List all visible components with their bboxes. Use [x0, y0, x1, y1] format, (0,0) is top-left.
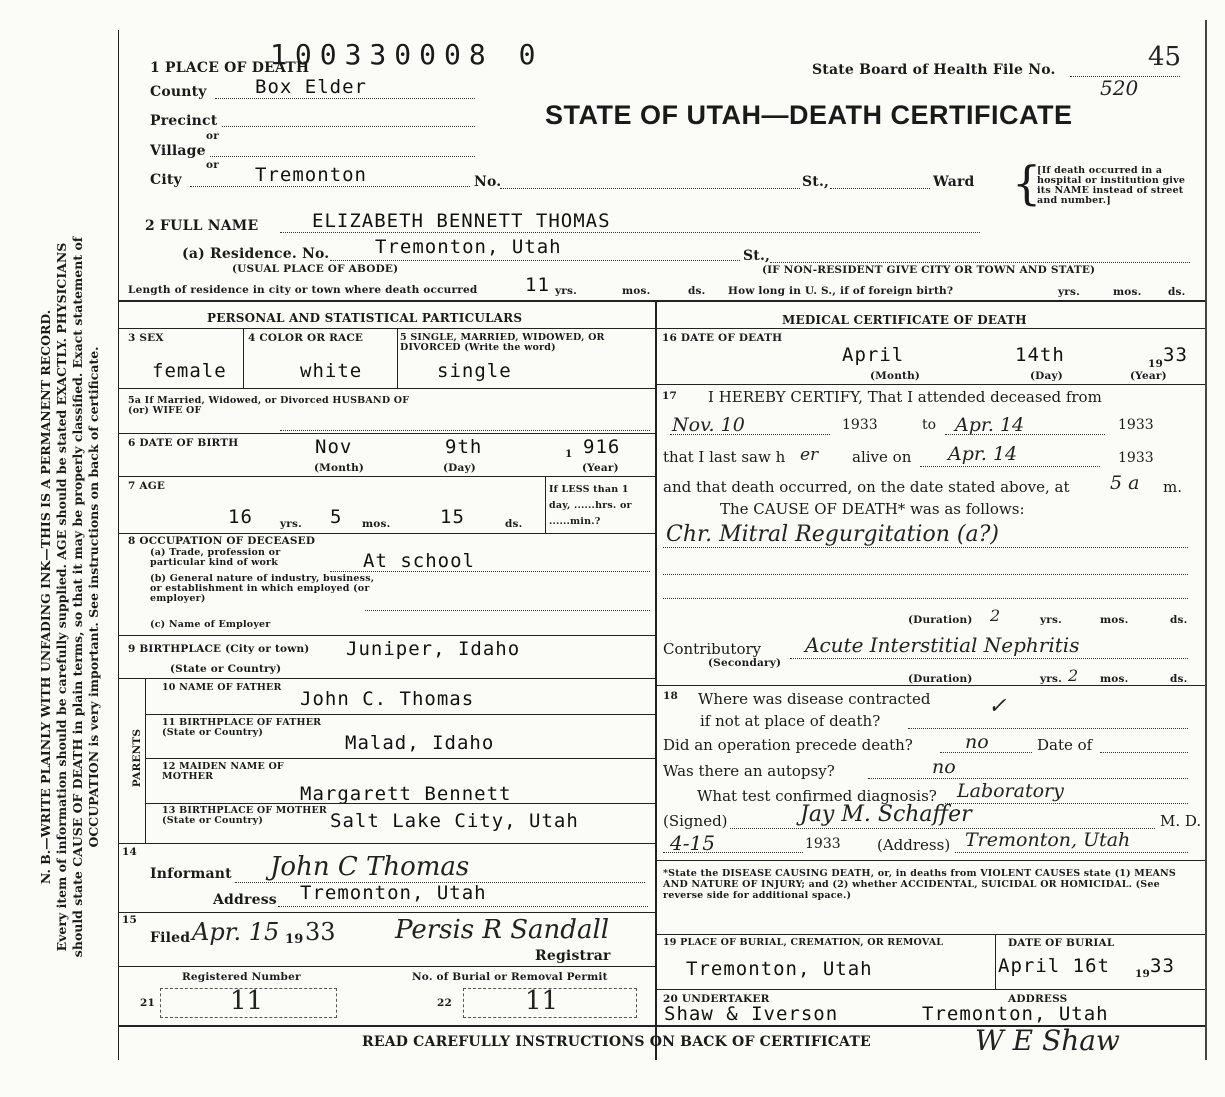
to-label: to — [922, 417, 937, 433]
birthplace-label: 9 BIRTHPLACE (City or town) — [128, 643, 310, 655]
signed-date: 4-15 — [670, 831, 715, 855]
attended-from-year: 1933 — [842, 417, 878, 433]
dob-month-caption: (Month) — [314, 462, 365, 474]
personal-section-header: PERSONAL AND STATISTICAL PARTICULARS — [207, 311, 523, 325]
contributory-label: Contributory — [663, 640, 762, 658]
birthplace-value: Juniper, Idaho — [346, 638, 521, 660]
attended-to-year: 1933 — [1118, 417, 1154, 433]
dod-year-caption: (Year) — [1130, 370, 1167, 382]
sex-divider — [243, 328, 244, 388]
row-line-6 — [118, 678, 655, 679]
residence-st-line — [770, 262, 1190, 263]
burial-date-divider — [995, 934, 996, 989]
physician-signature: Jay M. Schaffer — [800, 802, 972, 827]
center-divider — [655, 300, 657, 1060]
county-label: County — [150, 84, 207, 100]
city-value: Tremonton — [255, 164, 367, 186]
undertaker-address-value: Tremonton, Utah — [922, 1003, 1109, 1025]
operation-value: no — [965, 731, 989, 753]
where-line — [908, 728, 1188, 729]
date-of-label: Date of — [1037, 736, 1093, 754]
duration-2-ds-label: ds. — [1170, 673, 1188, 685]
spouse-label: 5a If Married, Widowed, or Divorced HUSBAND OF (or) WIFE OF — [128, 395, 410, 416]
dob-year-value: 916 — [583, 436, 621, 458]
age-yrs-label: yrs. — [280, 518, 302, 530]
margin-line-3: should state CAUSE OF DEATH in plain terms, so that it may be properly classified. Exact statement of — [70, 236, 85, 958]
informant-no: 14 — [122, 846, 138, 858]
color-value: white — [300, 360, 363, 382]
margin-line-4: OCCUPATION is very important. See instructions on back of certificate. — [86, 346, 101, 848]
less-than-label: If LESS than 1 day, ......hrs. or ......min.? — [549, 484, 632, 527]
residence-label: (a) Residence. No. — [182, 246, 330, 262]
right-edge — [1205, 20, 1207, 1060]
death-occurred-text: and that death occurred, on the date stated above, at — [663, 478, 1070, 496]
row-line-10 — [118, 843, 655, 844]
place-of-death-label: 1 PLACE OF DEATH — [150, 60, 310, 76]
duration-label-2: (Duration) — [908, 673, 973, 685]
undertaker-value: Shaw & Iverson — [664, 1003, 839, 1025]
where-contracted-label: Where was disease contracted — [698, 690, 931, 708]
file-no-handwritten: 520 — [1100, 76, 1139, 100]
ds-label-2: ds. — [1168, 286, 1186, 298]
age-label: 7 AGE — [128, 480, 166, 492]
residence-value: Tremonton, Utah — [375, 236, 562, 258]
file-no: 45 — [1148, 42, 1182, 72]
registered-number-no: 21 — [140, 997, 156, 1009]
burial-rule — [655, 989, 1205, 990]
father-birthplace-value: Malad, Idaho — [345, 732, 495, 754]
secondary-label: (Secondary) — [708, 657, 782, 669]
industry-line — [365, 610, 650, 611]
length-residence-label: Length of residence in city or town where death occurred — [128, 284, 478, 296]
length-years-value: 11 — [525, 274, 550, 296]
mother-label: 12 MAIDEN NAME OF MOTHER — [162, 761, 284, 782]
attended-to-date: Apr. 14 — [955, 414, 1025, 436]
md-label: M. D. — [1160, 812, 1202, 830]
test-confirmed-value: Laboratory — [957, 780, 1064, 802]
age-mos-value: 5 — [330, 506, 343, 528]
grid-top-line — [118, 300, 1205, 302]
where-contracted-mark: ✓ — [988, 694, 1007, 719]
margin-line-2: Every item of information should be carefully supplied. AGE should be stated EXACTLY. PHYSICIANS — [54, 242, 69, 952]
dod-month-caption: (Month) — [870, 370, 921, 382]
marital-label: 5 SINGLE, MARRIED, WIDOWED, OR DIVORCED (Write the word) — [400, 332, 605, 353]
spouse-line — [280, 430, 650, 431]
duration-1-years: 2 — [990, 606, 1001, 625]
duration-2-yrs-label: yrs. — [1040, 673, 1062, 685]
usual-abode-caption: (USUAL PLACE OF ABODE) — [232, 263, 399, 275]
last-saw-pronoun: er — [800, 445, 819, 465]
dob-day-value: 9th — [445, 436, 483, 458]
physician-address: Tremonton, Utah — [965, 829, 1131, 851]
age-mos-label: mos. — [362, 518, 391, 530]
read-instructions-footer: READ CAREFULLY INSTRUCTIONS ON BACK OF CERTIFICATE — [362, 1034, 871, 1050]
village-label: Village — [150, 143, 206, 159]
father-label: 10 NAME OF FATHER — [162, 682, 282, 693]
precinct-line — [222, 126, 475, 127]
row-line-9 — [145, 803, 655, 804]
footnote-rule — [655, 934, 1205, 935]
registered-number-value: 11 — [230, 986, 264, 1016]
alive-on-label: alive on — [852, 448, 912, 466]
parents-divider — [145, 678, 146, 843]
full-name-value: ELIZABETH BENNETT THOMAS — [312, 210, 611, 232]
burial-place-label: 19 PLACE OF BURIAL, CREMATION, OR REMOVAL — [663, 937, 944, 948]
burial-permit-no: 22 — [437, 997, 453, 1009]
dob-label: 6 DATE OF BIRTH — [128, 437, 239, 449]
foreign-birth-label: How long in U. S., if of foreign birth? — [728, 285, 954, 297]
duration-2-months: 2 — [1068, 666, 1079, 685]
filed-date: Apr. 15 — [192, 918, 280, 946]
occupation-label: 8 OCCUPATION OF DECEASED — [128, 535, 316, 547]
registrar-label: Registrar — [535, 948, 611, 964]
alive-date-line — [920, 466, 1100, 467]
dob-month-value: Nov — [315, 436, 353, 458]
sex-value: female — [152, 360, 227, 382]
burial-place-value: Tremonton, Utah — [686, 958, 873, 980]
row-line-5 — [118, 635, 655, 636]
color-divider — [397, 328, 398, 388]
cause-of-death-label: The CAUSE OF DEATH* was as follows: — [720, 500, 1025, 518]
burial-year-value: 33 — [1150, 955, 1175, 977]
contributory-line — [790, 658, 1188, 659]
burial-permit-label: No. of Burial or Removal Permit — [412, 971, 608, 983]
informant-address-value: Tremonton, Utah — [300, 882, 487, 904]
cause-line-2 — [663, 574, 1188, 575]
filed-year-prefix: 19 — [285, 932, 304, 947]
operation-label: Did an operation precede death? — [663, 736, 913, 754]
left-frame-line — [118, 30, 119, 1060]
father-value: John C. Thomas — [300, 688, 475, 710]
undertaker-address-label: ADDRESS — [1008, 993, 1068, 1005]
where-contracted-sub: if not at place of death? — [700, 712, 881, 730]
informant-address-label: Address — [213, 892, 277, 908]
autopsy-value: no — [932, 756, 956, 778]
st-label: St., — [802, 174, 830, 190]
death-time: 5 a — [1110, 472, 1140, 494]
birthplace-sub-label: (State or Country) — [170, 663, 282, 675]
alive-on-date: Apr. 14 — [948, 443, 1018, 465]
dob-year-caption: (Year) — [582, 462, 619, 474]
filed-no: 15 — [122, 914, 138, 926]
filed-label: Filed — [150, 930, 191, 946]
residence-line — [330, 260, 740, 261]
father-birthplace-label: 11 BIRTHPLACE OF FATHER (State or Country) — [162, 717, 322, 738]
row-line-2 — [118, 433, 655, 434]
sex-label: 3 SEX — [128, 332, 164, 344]
margin-line-1: N. B.—WRITE PLAINLY WITH UNFADING INK—THIS IS A PERMANENT RECORD. — [38, 309, 53, 885]
occupation-a-label: (a) Trade, profession or particular kind of work — [150, 547, 281, 568]
medical-section-header: MEDICAL CERTIFICATE OF DEATH — [782, 313, 1027, 327]
undertaker-label: 20 UNDERTAKER — [663, 993, 770, 1005]
no-label: No. — [474, 174, 502, 190]
burial-year-prefix: 19 — [1135, 968, 1151, 980]
certify-no: 17 — [662, 390, 678, 402]
informant-signature: John C Thomas — [270, 852, 470, 882]
contributory-cause: Acute Interstitial Nephritis — [805, 633, 1080, 657]
time-m: m. — [1163, 478, 1182, 496]
dob-year-prefix: 1 — [565, 448, 573, 460]
dod-year-value: 33 — [1163, 344, 1188, 366]
signed-date-line — [663, 852, 803, 853]
mos-label-2: mos. — [1113, 286, 1142, 298]
mos-label: mos. — [622, 285, 651, 297]
row-line-11 — [118, 912, 655, 913]
non-resident-caption: (IF NON-RESIDENT GIVE CITY OR TOWN AND STATE) — [762, 264, 1096, 276]
or-label-1: or — [206, 130, 219, 142]
physician-address-label: (Address) — [877, 836, 951, 854]
serial-number: 100330008 0 — [270, 38, 544, 71]
physician-address-line — [955, 852, 1188, 853]
attended-from-date: Nov. 10 — [672, 414, 745, 436]
dod-day-caption: (Day) — [1030, 370, 1063, 382]
certify-text: I HEREBY CERTIFY, That I attended deceased from — [708, 388, 1102, 406]
less-than-divider — [545, 476, 546, 533]
yrs-label: yrs. — [555, 285, 577, 297]
burial-date-label: DATE OF BURIAL — [1008, 937, 1115, 949]
signed-year: 1933 — [805, 836, 841, 852]
ds-label: ds. — [688, 285, 706, 297]
age-ds-label: ds. — [505, 518, 523, 530]
dod-line — [655, 384, 1205, 385]
county-line — [215, 98, 475, 99]
date-of-line — [1100, 752, 1188, 753]
occupation-value: At school — [363, 550, 475, 572]
row-line-1 — [118, 388, 655, 389]
from-date-line — [670, 434, 830, 435]
undertaker-signature: W E Shaw — [975, 1024, 1120, 1057]
registered-number-label: Registered Number — [182, 971, 301, 983]
informant-address-line — [278, 906, 648, 907]
document-title: STATE OF UTAH—DEATH CERTIFICATE — [545, 100, 1073, 130]
row-line-4 — [118, 533, 655, 534]
section-header-line — [118, 328, 1205, 329]
employer-label: (c) Name of Employer — [150, 619, 271, 630]
burial-permit-value: 11 — [525, 986, 559, 1016]
dod-year-prefix: 19 — [1148, 358, 1164, 370]
physician-rule — [655, 860, 1205, 861]
full-name-line — [280, 232, 980, 233]
row-line-12 — [118, 966, 655, 967]
duration-1-mos-label: mos. — [1100, 614, 1129, 626]
ward-label: Ward — [933, 174, 975, 190]
marital-value: single — [437, 360, 512, 382]
informant-label: Informant — [150, 866, 232, 882]
mother-birthplace-label: 13 BIRTHPLACE OF MOTHER (State or Country) — [162, 805, 327, 826]
cause-of-death: Chr. Mitral Regurgitation (a?) — [666, 522, 999, 547]
to-date-line — [945, 434, 1105, 435]
where-no: 18 — [663, 690, 679, 702]
parents-label: PARENTS — [131, 728, 143, 788]
full-name-label: 2 FULL NAME — [145, 218, 259, 234]
county-value: Box Elder — [255, 76, 367, 98]
margin-instructions — [38, 97, 102, 1097]
mother-value: Margarett Bennett — [300, 783, 512, 805]
contributory-rule — [655, 685, 1205, 686]
city-label: City — [150, 172, 182, 188]
test-confirmed-label: What test confirmed diagnosis? — [697, 787, 937, 805]
color-label: 4 COLOR OR RACE — [248, 332, 364, 344]
residence-st-label: St., — [743, 248, 771, 264]
duration-1-ds-label: ds. — [1170, 614, 1188, 626]
mother-birthplace-value: Salt Lake City, Utah — [330, 810, 579, 832]
city-line — [190, 186, 470, 187]
hospital-note: [If death occurred in a hospital or institution give its NAME instead of street and number.] — [1037, 165, 1186, 206]
dod-label: 16 DATE OF DEATH — [662, 332, 783, 344]
no-line — [500, 188, 800, 189]
cause-line-3 — [663, 598, 1188, 599]
autopsy-label: Was there an autopsy? — [663, 762, 835, 780]
duration-label-1: (Duration) — [908, 614, 973, 626]
duration-1-yrs-label: yrs. — [1040, 614, 1062, 626]
dob-day-caption: (Day) — [443, 462, 476, 474]
brace-icon: { — [1012, 156, 1042, 210]
autopsy-line — [868, 778, 1188, 779]
occupation-b-label: (b) General nature of industry, business, or establishment in which employed (or employer) — [150, 573, 375, 604]
yrs-label-2: yrs. — [1058, 286, 1080, 298]
last-saw-text: that I last saw h — [663, 448, 786, 466]
file-no-label: State Board of Health File No. — [812, 62, 1056, 78]
dod-day-value: 14th — [1015, 344, 1065, 366]
row-line-7 — [145, 714, 655, 715]
signed-label: (Signed) — [663, 812, 728, 830]
burial-date-value: April 16t — [998, 955, 1110, 977]
st-line — [830, 188, 930, 189]
registrar-signature: Persis R Sandall — [395, 915, 610, 945]
cause-footnote: *State the DISEASE CAUSING DEATH, or, in deaths from VIOLENT CAUSES state (1) MEANS AND NATURE OF INJURY; and (2) whether ACCIDENTAL, SUICIDAL OR HOMICIDAL. (See reverse side for additional space.) — [663, 868, 1176, 901]
dod-month-value: April — [842, 344, 905, 366]
filed-year: 33 — [305, 918, 336, 946]
alive-on-year: 1933 — [1118, 450, 1154, 466]
row-line-3 — [118, 476, 655, 477]
row-line-8 — [145, 758, 655, 759]
age-ds-value: 15 — [440, 506, 465, 528]
duration-2-mos-label: mos. — [1100, 673, 1129, 685]
cause-line-1 — [663, 547, 1188, 548]
or-label-2: or — [206, 159, 219, 171]
precinct-label: Precinct — [150, 113, 218, 129]
village-line — [210, 156, 475, 157]
age-yrs-value: 16 — [228, 506, 253, 528]
test-line — [945, 803, 1188, 804]
